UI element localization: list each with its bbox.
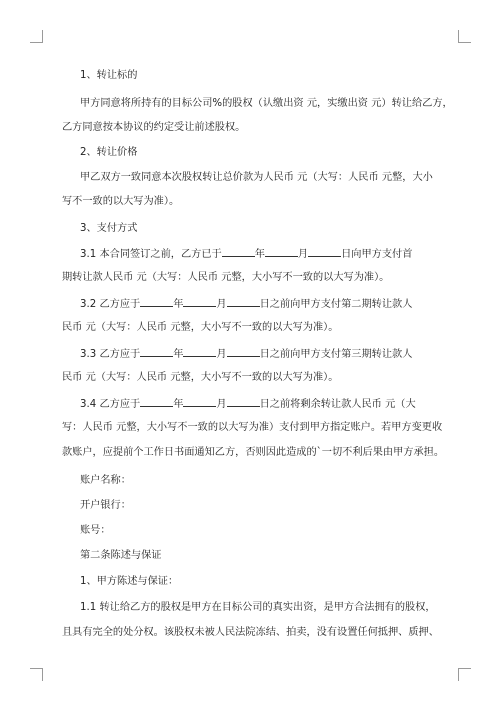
paragraph-line: 1.1 转让给乙方的股权是甲方在目标公司的真实出资，是甲方合法拥有的股权， [80,602,436,613]
paragraph-line: 写不一致的以大写为准）。 [62,196,180,207]
date-blank [183,346,216,357]
clause-text: 日之前向甲方支付第三期转让款人 [259,349,413,360]
date-blank [183,396,216,407]
month-label: 月 [216,399,227,410]
clause-text: 日向甲方支付首 [341,249,413,260]
paragraph-line: 写：人民币 元整，大小写不一致的以大写为准）支付到甲方指定账户。若甲方变更收 [62,422,443,433]
date-blank [308,246,341,257]
paragraph-line: 甲乙双方一致同意本次股权转让总价款为人民币 元（大写：人民币 元整，大小 [80,172,433,183]
account-number-label: 账号： [80,525,111,536]
paragraph-line: 乙方同意按本协议的约定受让前述股权。 [62,122,246,133]
crop-mark-bottom-right [458,668,471,681]
section-heading-payment-method: 3、支付方式 [80,223,138,234]
date-blank [222,246,255,257]
paragraph-line: 甲方同意将所持有的目标公司%的股权（认缴出资 元，实缴出资 元）转让给乙方， [80,98,453,109]
date-blank [140,346,173,357]
month-label: 月 [297,249,309,260]
paragraph-line: 且具有完全的处分权。该股权未被人民法院冻结、拍卖，没有设置任何抵押、质押、 [62,627,439,638]
section-heading-transfer-price: 2、转让价格 [80,147,138,158]
crop-mark-top-right [458,30,471,43]
year-label: 年 [173,399,184,410]
year-label: 年 [173,349,184,360]
date-blank [183,296,216,307]
crop-mark-top-left [30,30,43,43]
paragraph-line-3-2 [80,296,452,312]
clause-text: 3.1 本合同签订之前，乙方已于 [80,249,222,260]
paragraph-line-3-4 [80,396,452,412]
date-blank [227,396,260,407]
date-blank [140,296,173,307]
clause-text: 日之前将剩余转让款人民币 元（大 [259,399,416,410]
year-label: 年 [173,299,184,310]
clause-text: 3.4 乙方应于 [80,399,141,410]
date-blank [227,296,260,307]
month-label: 月 [216,299,227,310]
date-blank [227,346,260,357]
crop-mark-bottom-left [30,668,43,681]
paragraph-line: 期转让款人民币 元（大写：人民币 元整，大小写不一致的以大写为准）。 [62,272,390,283]
paragraph-line-3-3 [80,346,452,362]
date-blank [140,396,173,407]
paragraph-line: 款账户，应提前个工作日书面通知乙方，否则因此造成的`一切不利后果由甲方承担。 [62,447,445,458]
article-heading: 第二条陈述与保证 [80,550,162,561]
clause-text: 3.3 乙方应于 [80,349,141,360]
clause-text: 日之前向甲方支付第二期转让款人 [259,299,413,310]
section-heading-transfer-subject: 1、转让标的 [80,70,138,81]
date-blank [265,246,298,257]
paragraph-line-3-1 [80,246,452,262]
section-heading-party-a-representations: 1、甲方陈述与保证： [80,576,179,587]
paragraph-line: 民币 元（大写：人民币 元整，大小写不一致的以大写为准）。 [62,322,339,333]
year-label: 年 [254,249,265,260]
paragraph-line: 民币 元（大写：人民币 元整，大小写不一致的以大写为准）。 [62,372,339,383]
bank-label: 开户银行： [80,500,131,511]
month-label: 月 [216,349,227,360]
account-name-label: 账户名称： [80,475,131,486]
clause-text: 3.2 乙方应于 [80,299,141,310]
